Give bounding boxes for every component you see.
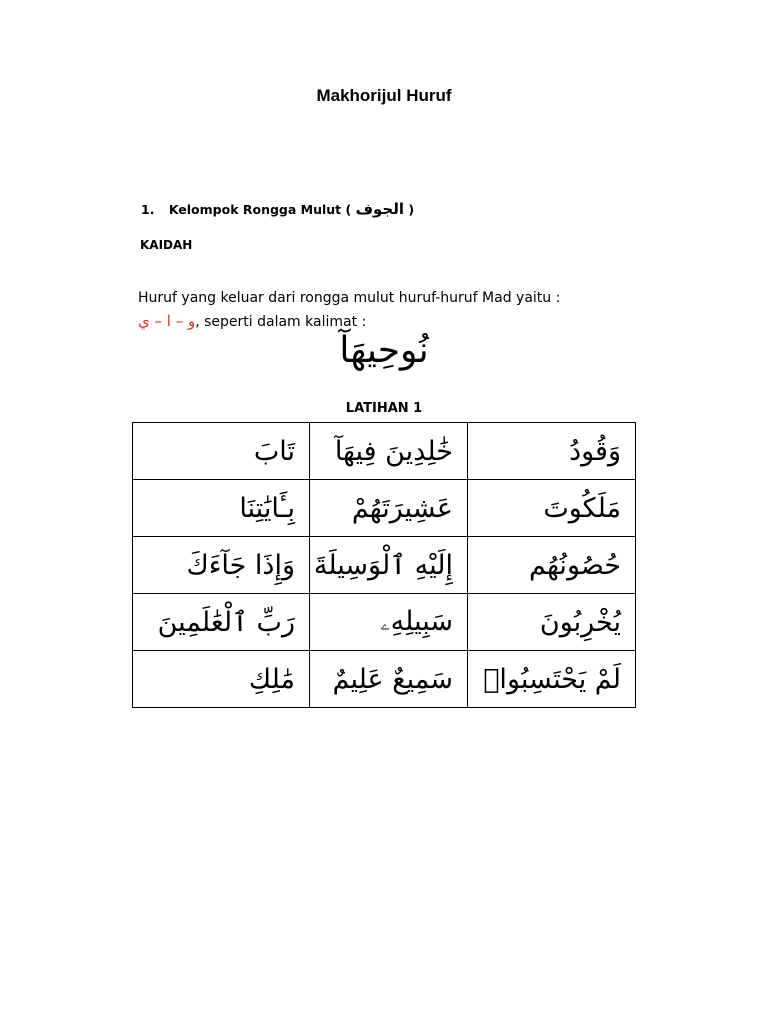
table-row [133, 423, 636, 480]
exercise-title: LATIHAN 1 [345, 401, 423, 416]
table-cell: يُخْرِبُونَ [468, 594, 636, 651]
table-cell: تَابَ [133, 423, 310, 480]
page-title: Makhorijul Huruf [316, 86, 452, 105]
kaidah-heading: KAIDAH [140, 238, 193, 252]
table-cell: مَٰلِكِ [133, 651, 310, 708]
table-row [133, 480, 636, 537]
table-row [133, 594, 636, 651]
table-cell: إِلَيْهِ ٱلْوَسِيلَةَ [310, 537, 468, 594]
example-word: نُوحِيهَآ [339, 330, 429, 371]
table-row [133, 651, 636, 708]
section-close-paren: ) [408, 202, 415, 217]
table-row [133, 537, 636, 594]
rule-text-line-1: Huruf yang keluar dari rongga mulut huruf-huruf Mad yaitu : [138, 290, 561, 306]
table-cell: عَشِيرَتَهُمْ [310, 480, 468, 537]
section-label: Kelompok Rongga Mulut ( [168, 202, 352, 217]
section-arabic-term: الجوف [355, 200, 404, 218]
table-cell: وَإِذَا جَآءَكَ [133, 537, 310, 594]
table-cell: بِـَٔايَٰتِنَا [133, 480, 310, 537]
rule-text-line-2-tail: , seperti dalam kalimat : [195, 314, 367, 330]
table-cell: سَمِيعٌ عَلِيمٌ [310, 651, 468, 708]
rule-text-line-2 [138, 312, 366, 330]
table-cell: حُصُونُهُم [468, 537, 636, 594]
table-cell: مَلَكُوتَ [468, 480, 636, 537]
section-heading [141, 200, 414, 218]
table-cell: وَقُودُ [468, 423, 636, 480]
mad-letters: و – ا – ي [138, 312, 196, 330]
section-number: 1. [141, 202, 155, 217]
table-cell: خَٰلِدِينَ فِيهَآ [310, 423, 468, 480]
table-cell: لَمْ يَحْتَسِبُوا۟ [468, 651, 636, 708]
exercise-table [132, 422, 636, 708]
table-cell: سَبِيلِهِۦ [310, 594, 468, 651]
table-cell: رَبِّ ٱلْعَٰلَمِينَ [133, 594, 310, 651]
